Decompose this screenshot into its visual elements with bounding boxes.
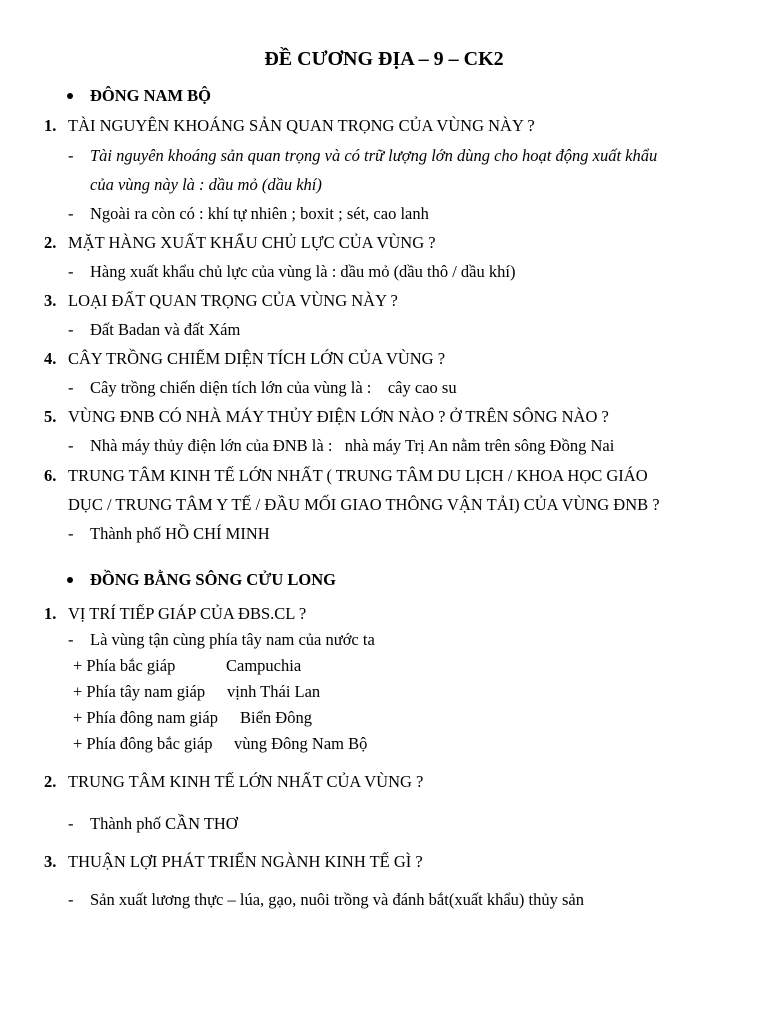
question-text: TRUNG TÂM KINH TẾ LỚN NHẤT ( TRUNG TÂM DU LỊCH / KHOA HỌC GIÁO — [68, 466, 648, 485]
answer-text: Thành phố HỒ CHÍ MINH — [90, 524, 270, 543]
dash-marker: - — [68, 814, 74, 833]
question-text: VÙNG ĐNB CÓ NHÀ MÁY THỦY ĐIỆN LỚN NÀO ? Ở TRÊN SÔNG NÀO ? — [68, 407, 609, 426]
section-heading-dong-bang-song-cuu-long: ĐỒNG BẰNG SÔNG CỬU LONG — [90, 570, 336, 589]
question-text: LOẠI ĐẤT QUAN TRỌNG CỦA VÙNG NÀY ? — [68, 291, 398, 310]
question-number: 1. — [44, 604, 57, 623]
answer-text: Tài nguyên khoáng sản quan trọng và có trữ lượng lớn dùng cho hoạt động xuất khẩu — [90, 146, 658, 165]
question-text: CÂY TRỒNG CHIẾM DIỆN TÍCH LỚN CỦA VÙNG ? — [68, 349, 446, 368]
dash-marker: - — [68, 378, 74, 397]
dash-marker: - — [68, 146, 74, 165]
bullet-icon — [67, 577, 73, 583]
question-number: 2. — [44, 772, 57, 791]
border-value: Campuchia — [226, 656, 302, 675]
border-label: + Phía đông nam giáp — [73, 708, 218, 727]
answer-text: Nhà máy thủy điện lớn của ĐNB là : nhà máy Trị An nằm trên sông Đồng Nai — [90, 436, 615, 455]
dash-marker: - — [68, 262, 74, 281]
question-number: 3. — [44, 852, 57, 871]
question-text: MẶT HÀNG XUẤT KHẨU CHỦ LỰC CỦA VÙNG ? — [68, 233, 436, 252]
dash-marker: - — [68, 204, 74, 223]
dash-marker: - — [68, 524, 74, 543]
answer-text: Ngoài ra còn có : khí tự nhiên ; boxit ; sét, cao lanh — [90, 204, 429, 223]
page-title: ĐỀ CƯƠNG ĐỊA – 9 – CK2 — [264, 48, 504, 70]
dash-marker: - — [68, 890, 74, 909]
question-number: 3. — [44, 291, 57, 310]
border-value: vùng Đông Nam Bộ — [234, 734, 368, 753]
question-number: 6. — [44, 466, 57, 485]
question-number: 4. — [44, 349, 57, 368]
border-value: vịnh Thái Lan — [227, 682, 321, 701]
question-text: THUẬN LỢI PHÁT TRIỂN NGÀNH KINH TẾ GÌ ? — [68, 852, 423, 871]
dash-marker: - — [68, 436, 74, 455]
border-label: + Phía bắc giáp — [73, 656, 176, 675]
answer-text: Hàng xuất khẩu chủ lực của vùng là : dầu mỏ (dầu thô / dầu khí) — [90, 262, 516, 281]
border-label: + Phía tây nam giáp — [73, 682, 206, 701]
dash-marker: - — [68, 320, 74, 339]
border-value: Biển Đông — [240, 708, 312, 727]
border-label: + Phía đông bắc giáp — [73, 734, 213, 753]
question-text: VỊ TRÍ TIẾP GIÁP CỦA ĐBS.CL ? — [68, 604, 307, 623]
dash-marker: - — [68, 630, 74, 649]
answer-text: Sản xuất lương thực – lúa, gạo, nuôi trồng và đánh bắt(xuất khẩu) thủy sản — [90, 890, 585, 909]
question-number: 1. — [44, 116, 57, 135]
answer-text: Đất Badan và đất Xám — [90, 320, 241, 339]
answer-text: Cây trồng chiến diện tích lớn của vùng là : cây cao su — [90, 378, 457, 397]
question-text: DỤC / TRUNG TÂM Y TẾ / ĐẦU MỐI GIAO THÔNG VẬN TẢI) CỦA VÙNG ĐNB ? — [68, 495, 660, 514]
question-number: 5. — [44, 407, 57, 426]
question-text: TÀI NGUYÊN KHOÁNG SẢN QUAN TRỌNG CỦA VÙNG NÀY ? — [68, 116, 535, 135]
question-number: 2. — [44, 233, 57, 252]
answer-text: của vùng này là : dầu mỏ (dầu khí) — [90, 175, 322, 194]
bullet-icon — [67, 93, 73, 99]
answer-text: Là vùng tận cùng phía tây nam của nước ta — [90, 630, 375, 649]
answer-text: Thành phố CẦN THƠ — [90, 814, 238, 833]
section-heading-dong-nam-bo: ĐÔNG NAM BỘ — [90, 86, 211, 105]
question-text: TRUNG TÂM KINH TẾ LỚN NHẤT CỦA VÙNG ? — [68, 772, 424, 791]
